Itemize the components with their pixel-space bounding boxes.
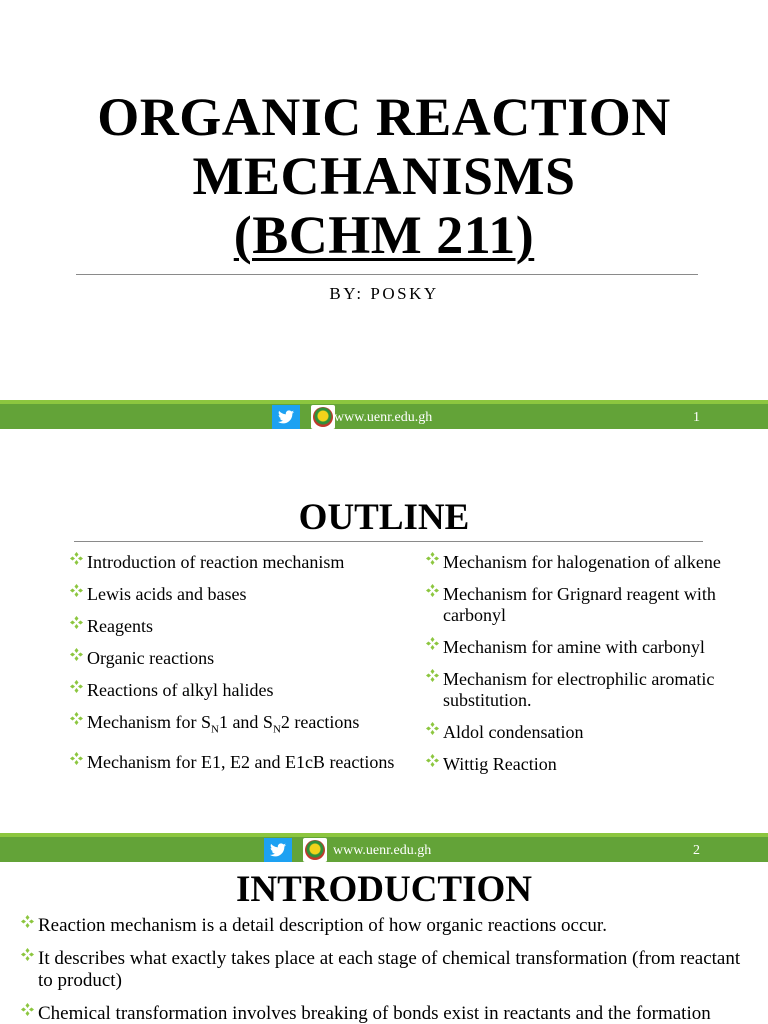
footer-accent-line [0, 400, 768, 404]
outline-item-text: Wittig Reaction [443, 754, 557, 774]
course-code: (BCHM 211) [233, 205, 535, 265]
outline-right-column [431, 552, 751, 786]
footer-bar [0, 400, 768, 429]
outline-item-text: Organic reactions [87, 648, 215, 668]
footer-bar [0, 833, 768, 862]
title-block [0, 88, 768, 265]
diamond-bullet-icon [426, 637, 439, 650]
diamond-bullet-icon [426, 669, 439, 682]
outline-item [75, 616, 405, 637]
outline-item [75, 552, 405, 573]
outline-item [431, 637, 751, 658]
outline-divider [74, 541, 703, 542]
outline-item [431, 669, 751, 711]
outline-item-text: Lewis acids and bases [87, 584, 247, 604]
title-divider [76, 274, 698, 275]
diamond-bullet-icon [426, 754, 439, 767]
outline-heading: OUTLINE [298, 497, 470, 538]
diamond-bullet-icon [21, 948, 34, 961]
outline-item-text: Mechanism for halogenation of alkene [443, 552, 721, 572]
outline-slide [0, 432, 768, 864]
page-number: 2 [693, 843, 700, 858]
outline-item-text [87, 712, 360, 736]
outline-item [75, 752, 405, 773]
diamond-bullet-icon [70, 616, 83, 629]
outline-item [431, 754, 751, 775]
diamond-bullet-icon [426, 722, 439, 735]
sn-text-post: 2 reactions [280, 712, 360, 732]
outline-item [75, 584, 405, 605]
title-line-1: ORGANIC REACTION [97, 87, 671, 147]
outline-item [431, 584, 751, 626]
outline-item [75, 680, 405, 701]
diamond-bullet-icon [21, 915, 34, 928]
footer-accent-line [0, 833, 768, 837]
intro-item [26, 948, 756, 992]
outline-item [431, 552, 751, 573]
introduction-list [26, 915, 756, 1024]
footer-url[interactable]: www.uenr.edu.gh [333, 843, 432, 858]
outline-item-text: Mechanism for Grignard reagent with carbonyl [443, 584, 716, 625]
outline-item-text: Mechanism for electrophilic aromatic substitution. [443, 669, 715, 710]
diamond-bullet-icon [70, 648, 83, 661]
intro-item-text: Chemical transformation involves breaking of bonds exist in reactants and the formation [38, 1003, 711, 1024]
intro-item-text: It describes what exactly takes place at each stage of chemical transformation (from reactant to product) [38, 948, 741, 991]
byline: BY: POSKY [329, 284, 439, 303]
diamond-bullet-icon [70, 752, 83, 765]
twitter-icon[interactable] [264, 838, 292, 862]
outline-item-text: Mechanism for amine with carbonyl [443, 637, 705, 657]
introduction-slide [0, 864, 768, 1024]
footer-url[interactable]: www.uenr.edu.gh [334, 410, 433, 425]
sn-subscript: N [272, 723, 281, 736]
outline-item [431, 722, 751, 743]
sn-text-pre: Mechanism for S [87, 712, 211, 732]
diamond-bullet-icon [70, 552, 83, 565]
outline-item-text: Reactions of alkyl halides [87, 680, 274, 700]
outline-item-text: Aldol condensation [443, 722, 584, 742]
outline-item-text: Introduction of reaction mechanism [87, 552, 345, 572]
diamond-bullet-icon [21, 1003, 34, 1016]
intro-item-text: Reaction mechanism is a detail description of how organic reactions occur. [38, 915, 607, 936]
outline-item-text: Reagents [87, 616, 153, 636]
title-slide [0, 0, 768, 432]
diamond-bullet-icon [426, 584, 439, 597]
title-line-3-wrap [0, 206, 768, 265]
introduction-heading: INTRODUCTION [235, 869, 533, 910]
intro-item [26, 915, 756, 937]
intro-item [26, 1003, 756, 1024]
page-number: 1 [693, 410, 700, 425]
diamond-bullet-icon [426, 552, 439, 565]
diamond-bullet-icon [70, 712, 83, 725]
sn-text-mid: 1 and S [218, 712, 273, 732]
diamond-bullet-icon [70, 584, 83, 597]
outline-item [75, 712, 405, 741]
outline-item-text: Mechanism for E1, E2 and E1cB reactions [87, 751, 395, 772]
title-line-2: MECHANISMS [192, 146, 576, 206]
diamond-bullet-icon [70, 680, 83, 693]
outline-item [75, 648, 405, 669]
twitter-icon[interactable] [272, 405, 300, 429]
sn-subscript: N [210, 723, 219, 736]
outline-left-column [75, 552, 405, 784]
university-logo [303, 838, 327, 862]
university-logo [311, 405, 335, 429]
